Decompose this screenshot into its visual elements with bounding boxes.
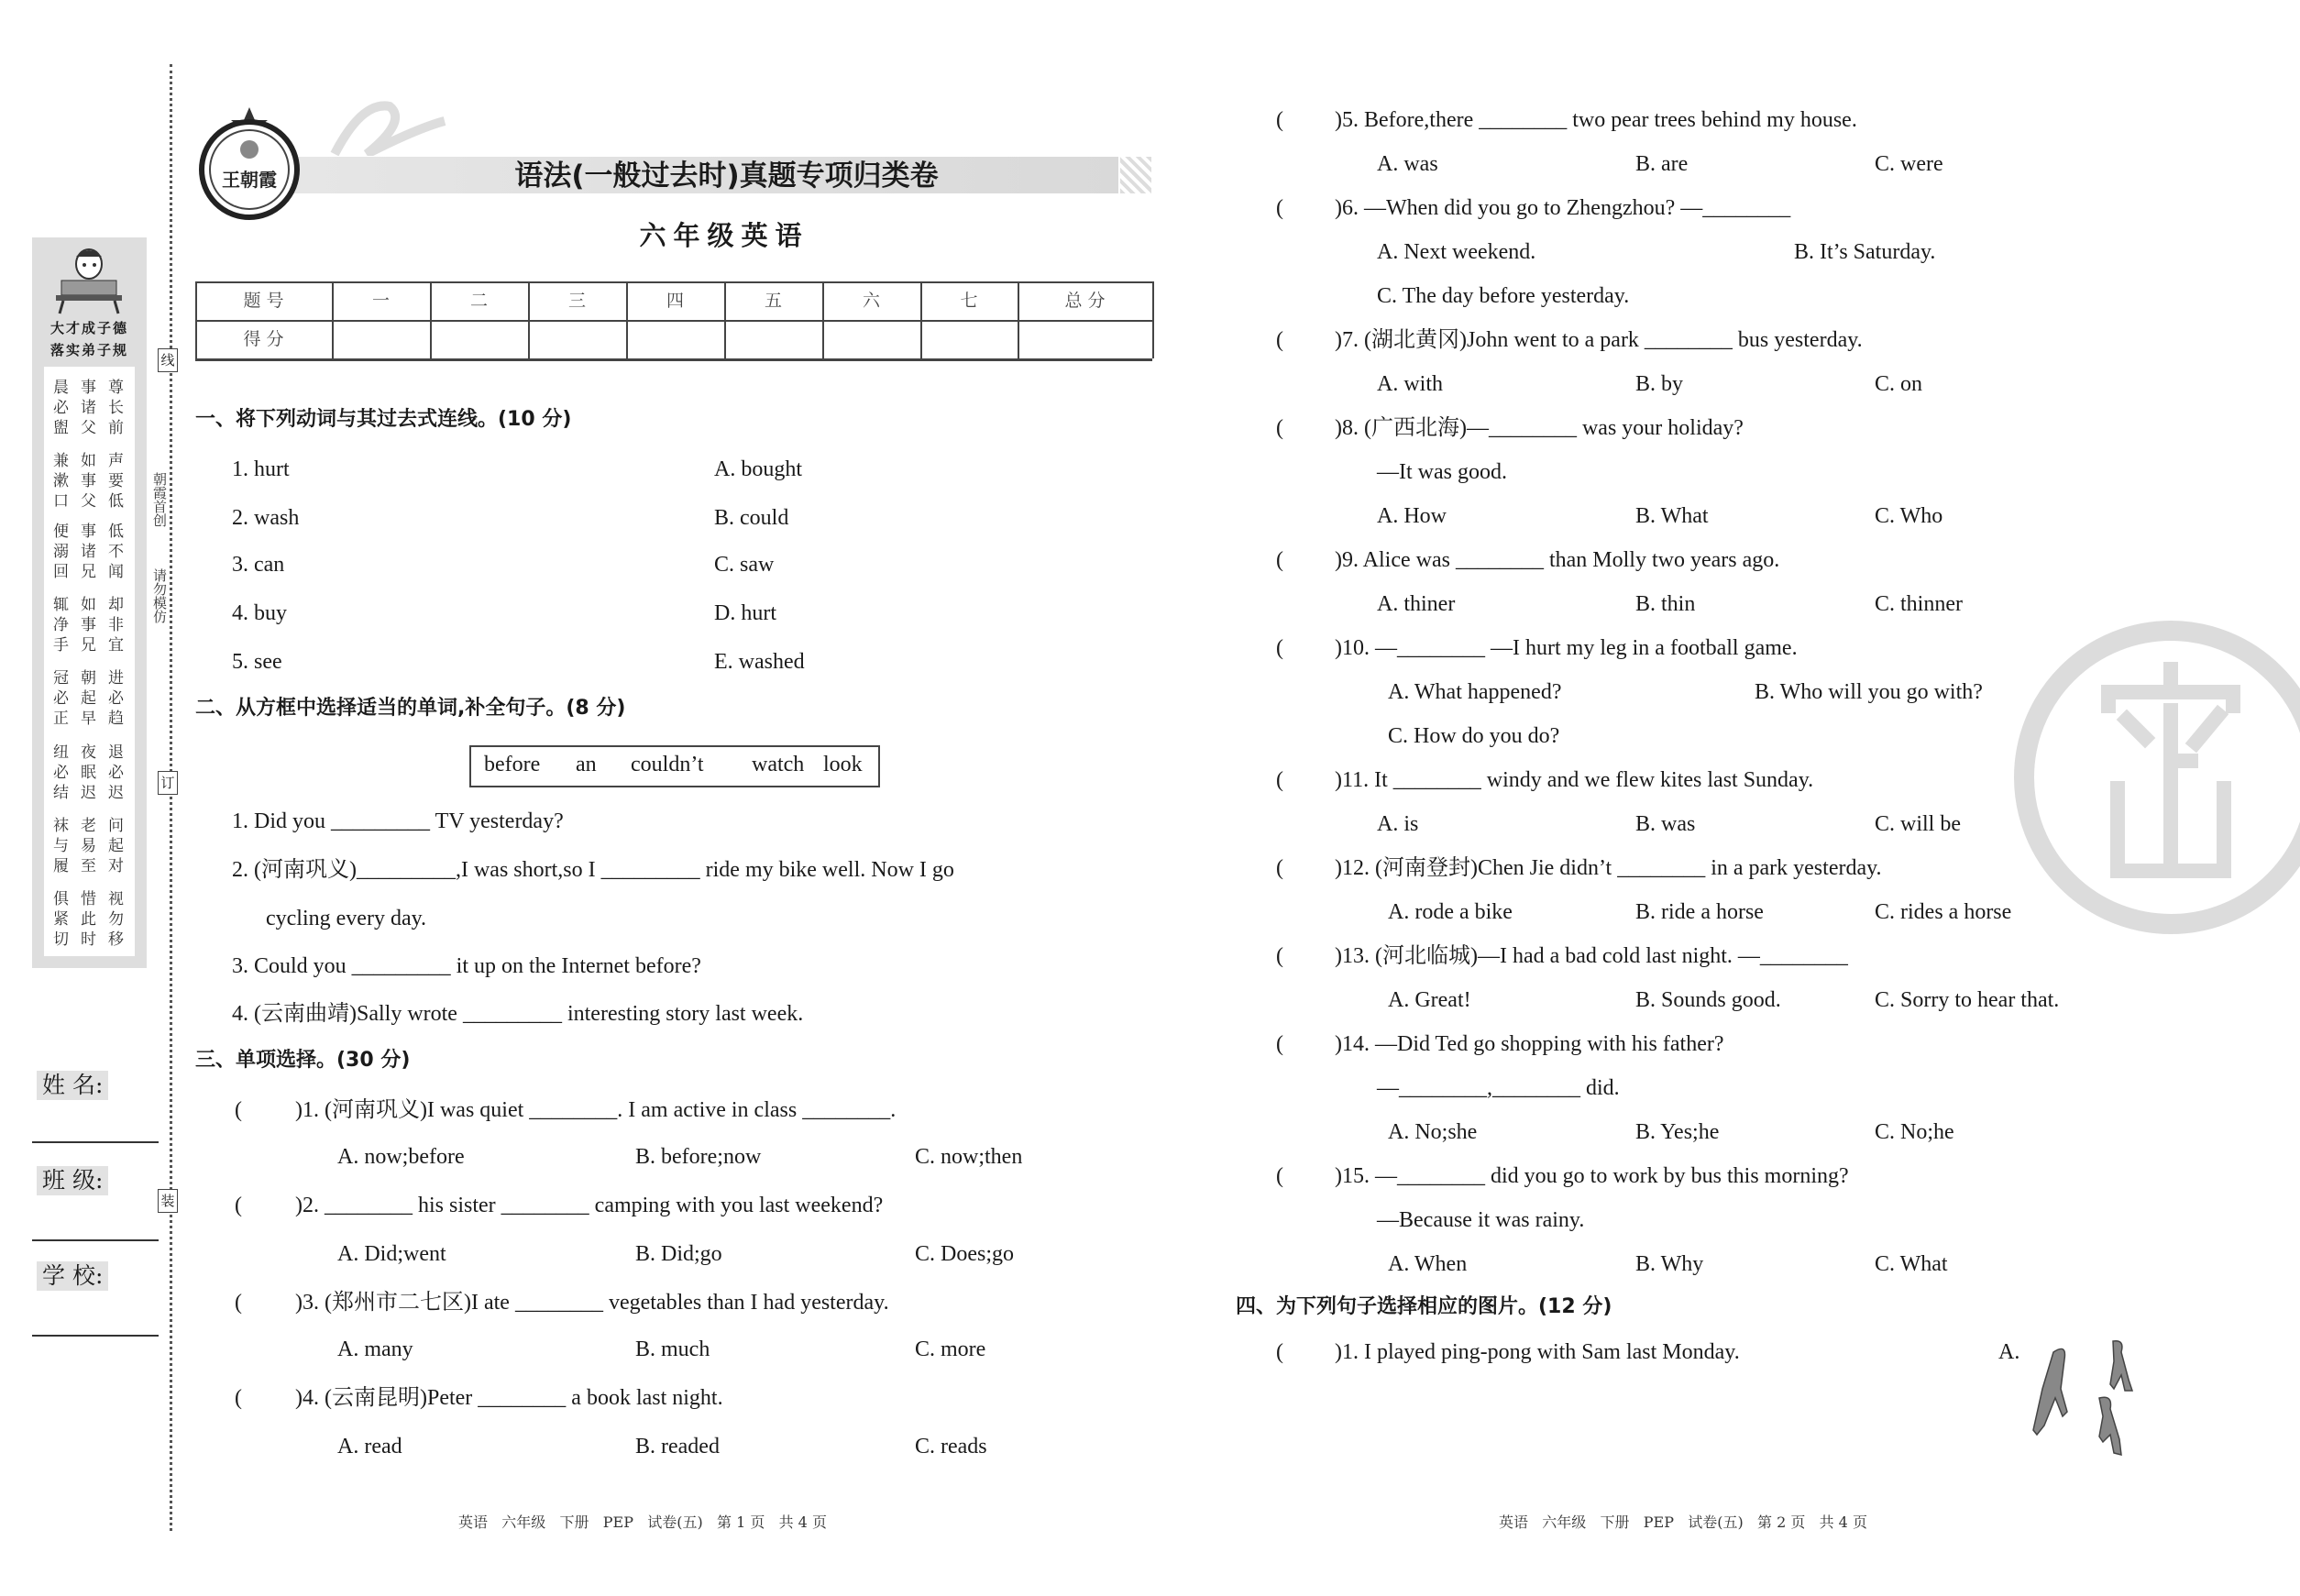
question-text: )2. ________ his sister ________ camping with you last weekend? xyxy=(295,1194,884,1217)
poem-row: 手兄宜 xyxy=(53,636,136,655)
answer-paren[interactable]: ( xyxy=(235,1291,242,1315)
poem-row: 紧此勿 xyxy=(53,910,136,929)
brand-logo xyxy=(193,105,307,220)
page-title: 语法(一般过去时)真题专项归类卷 xyxy=(514,160,939,193)
option-c[interactable]: C. reads xyxy=(915,1435,987,1458)
answer-paren[interactable]: ( xyxy=(1276,1164,1283,1188)
page-subtitle: 六年级英语 xyxy=(639,220,809,251)
question-text: )13. (河北临城)—I had a bad cold last night. —________ xyxy=(1335,944,1848,968)
option-b[interactable]: B. by xyxy=(1635,372,1684,396)
question-text: )4. (云南昆明)Peter ________ a book last night. xyxy=(295,1386,723,1410)
answer-paren[interactable]: ( xyxy=(1276,548,1283,572)
poem-row: 正早趋 xyxy=(53,710,136,728)
word-bank-word: watch xyxy=(752,753,805,776)
option-c[interactable]: C. How do you do? xyxy=(1388,724,1560,748)
poem-row: 晨事尊 xyxy=(53,379,136,397)
score-table-header-cell: 一 xyxy=(371,291,390,311)
option-c[interactable]: C. on xyxy=(1875,372,1923,396)
answer-paren[interactable]: ( xyxy=(1276,1032,1283,1056)
answer-paren[interactable]: ( xyxy=(1276,768,1283,792)
footer-page-2: 英语 六年级 下册 PEP 试卷(五) 第 2 页 共 4 页 xyxy=(1499,1513,1867,1531)
option-b[interactable]: B. much xyxy=(635,1337,710,1361)
poem-row: 与易起 xyxy=(53,837,136,855)
question-text: )12. (河南登封)Chen Jie didn’t ________ in a park yesterday. xyxy=(1335,856,1882,880)
answer-paren[interactable]: ( xyxy=(1276,636,1283,660)
score-cell[interactable] xyxy=(626,320,724,358)
option-a[interactable]: A. rode a bike xyxy=(1388,900,1513,924)
fill-blank-item: cycling every day. xyxy=(266,907,427,930)
option-b[interactable]: B. thin xyxy=(1635,592,1696,616)
option-c[interactable]: C. Does;go xyxy=(915,1242,1014,1266)
answer-paren[interactable]: ( xyxy=(1276,196,1283,220)
match-right-item[interactable]: A. bought xyxy=(714,457,802,481)
notice-no-copy: 请勿模仿 xyxy=(151,568,168,623)
answer-paren[interactable]: ( xyxy=(1276,108,1283,132)
option-b[interactable]: B. Did;go xyxy=(635,1242,722,1266)
option-a[interactable]: A. Next weekend. xyxy=(1377,240,1536,264)
binding-cut-line xyxy=(170,64,172,1531)
poem-row: 辄如却 xyxy=(53,596,136,614)
poem-row: 必起必 xyxy=(53,689,136,708)
section1-heading: 一、将下列动词与其过去式连线。(10 分) xyxy=(195,408,572,431)
name-label: 姓 名: xyxy=(37,1071,108,1100)
answer-paren[interactable]: ( xyxy=(1276,1340,1283,1364)
section3-heading: 三、单项选择。(30 分) xyxy=(195,1049,411,1072)
question-response-line: —It was good. xyxy=(1377,460,1507,484)
match-left-item[interactable]: 2. wash xyxy=(232,506,300,530)
poem-row: 袜老问 xyxy=(53,817,136,835)
option-a[interactable]: A. thiner xyxy=(1377,592,1456,616)
word-bank-word: couldn’t xyxy=(631,753,704,776)
footer-page-1: 英语 六年级 下册 PEP 试卷(五) 第 1 页 共 4 页 xyxy=(458,1513,827,1531)
score-table-header-cell: 六 xyxy=(862,291,880,311)
option-b[interactable]: B. Yes;he xyxy=(1635,1120,1720,1144)
option-c[interactable]: C. The day before yesterday. xyxy=(1377,284,1630,308)
motto-line-2: 落实弟子规 xyxy=(50,342,128,358)
score-cell[interactable] xyxy=(332,320,430,358)
poem-row: 结迟迟 xyxy=(53,784,136,802)
option-c[interactable]: C. rides a horse xyxy=(1875,900,2012,924)
question-text: )9. Alice was ________ than Molly two years ago. xyxy=(1335,548,1780,572)
score-cell[interactable] xyxy=(528,320,626,358)
question-text: )3. (郑州市二七区)I ate ________ vegetables than I had yesterday. xyxy=(295,1291,889,1315)
question-text: )6. —When did you go to Zhengzhou? —________ xyxy=(1335,196,1791,220)
question-text: )15. —________ did you go to work by bus this morning? xyxy=(1335,1164,1849,1188)
option-a[interactable]: A. Did;went xyxy=(337,1242,446,1266)
motto-line-1: 大才成子德 xyxy=(50,320,128,336)
option-b[interactable]: B. It’s Saturday. xyxy=(1794,240,1936,264)
option-b[interactable]: B. readed xyxy=(635,1435,720,1458)
option-a[interactable]: A. No;she xyxy=(1388,1120,1478,1144)
option-a[interactable]: A. What happened? xyxy=(1388,680,1562,704)
question-text: )5. Before,there ________ two pear trees behind my house. xyxy=(1335,108,1857,132)
match-left-item[interactable]: 1. hurt xyxy=(232,457,290,481)
option-a[interactable]: A. read xyxy=(337,1435,402,1458)
question-response-line: —________,________ did. xyxy=(1377,1076,1620,1100)
answer-paren[interactable]: ( xyxy=(1276,856,1283,880)
option-a[interactable]: A. is xyxy=(1377,812,1419,836)
option-c[interactable]: C. will be xyxy=(1875,812,1961,836)
option-c[interactable]: C. more xyxy=(915,1337,986,1361)
poem-row: 必眠必 xyxy=(53,764,136,782)
fill-blank-item: 4. (云南曲靖)Sally wrote _________ interesting story last week. xyxy=(232,1002,804,1026)
option-c[interactable]: C. thinner xyxy=(1875,592,1963,616)
question-text: )11. It ________ windy and we flew kites last Sunday. xyxy=(1335,768,1814,792)
match-right-item[interactable]: C. saw xyxy=(714,553,775,577)
answer-paren[interactable]: ( xyxy=(235,1386,242,1410)
score-table-row-label: 得 分 xyxy=(243,329,284,349)
score-cell[interactable] xyxy=(430,320,528,358)
fill-blank-item: 2. (河南巩义)_________,I was short,so I _________ ride my bike well. Now I go xyxy=(232,858,954,882)
poem-row: 切时移 xyxy=(53,930,136,949)
poem-row: 履至对 xyxy=(53,857,136,875)
school-field[interactable] xyxy=(32,1335,159,1337)
class-field[interactable] xyxy=(32,1239,159,1241)
score-table-header-cell: 三 xyxy=(567,291,586,311)
word-bank-word: look xyxy=(823,753,863,776)
option-c[interactable]: C. now;then xyxy=(915,1145,1023,1169)
student-reading-illustration xyxy=(50,240,128,315)
question-text: )1. (河南巩义)I was quiet ________. I am active in class ________. xyxy=(295,1098,897,1122)
match-right-item[interactable]: D. hurt xyxy=(714,601,776,625)
score-table-header-cell: 总 分 xyxy=(1064,291,1106,311)
banner-pattern xyxy=(1120,157,1151,193)
binding-mark-line: 线 xyxy=(158,348,178,372)
option-b[interactable]: B. Why xyxy=(1635,1252,1704,1276)
poem-row: 口父低 xyxy=(53,492,136,511)
poem-row: 溺诸不 xyxy=(53,543,136,561)
answer-paren[interactable]: ( xyxy=(1276,944,1283,968)
question-text: )7. (湖北黄冈)John went to a park ________ bus yesterday. xyxy=(1335,328,1863,352)
notice-original: 朝霞首创 xyxy=(151,472,168,527)
option-a[interactable]: A. How xyxy=(1377,504,1447,528)
binding-mark-staple: 订 xyxy=(158,771,178,795)
fill-blank-item: 1. Did you _________ TV yesterday? xyxy=(232,809,564,833)
school-label: 学 校: xyxy=(37,1261,108,1291)
question-text: )8. (广西北海)—________ was your holiday? xyxy=(1335,416,1744,440)
option-b[interactable]: B. Who will you go with? xyxy=(1755,680,1983,704)
score-cell[interactable] xyxy=(920,320,1018,358)
section2-heading: 二、从方框中选择适当的单词,补全句子。(8 分) xyxy=(195,697,626,720)
binding-mark-bind: 装 xyxy=(158,1189,178,1213)
logo-text: 王朝霞 xyxy=(222,169,277,191)
word-bank-word: before xyxy=(484,753,541,776)
poem-row: 便事低 xyxy=(53,523,136,541)
score-cell[interactable] xyxy=(822,320,920,358)
option-b[interactable]: B. before;now xyxy=(635,1145,762,1169)
question-response-line: —Because it was rainy. xyxy=(1377,1208,1585,1232)
poem-row: 必诸长 xyxy=(53,399,136,417)
option-c[interactable]: C. Who xyxy=(1875,504,1943,528)
answer-paren[interactable]: ( xyxy=(1276,328,1283,352)
score-table-rule xyxy=(195,358,1152,361)
poem-row: 净事非 xyxy=(53,616,136,634)
option-a[interactable]: A. with xyxy=(1377,372,1443,396)
section4-heading: 四、为下列句子选择相应的图片。(12 分) xyxy=(1236,1295,1612,1318)
poem-row: 兼如声 xyxy=(53,452,136,470)
dinosaurs-picture xyxy=(2026,1334,2150,1462)
option-c[interactable]: C. Sorry to hear that. xyxy=(1875,988,2060,1012)
poem-row: 漱事要 xyxy=(53,472,136,490)
score-cell[interactable] xyxy=(1018,320,1152,358)
option-b[interactable]: B. What xyxy=(1635,504,1709,528)
class-label: 班 级: xyxy=(37,1166,108,1195)
confidential-watermark xyxy=(2008,614,2300,944)
poem-row: 纽夜退 xyxy=(53,743,136,762)
score-table-header-cell: 二 xyxy=(469,291,488,311)
word-bank-word: an xyxy=(576,753,597,776)
match-left-item[interactable]: 4. buy xyxy=(232,601,287,625)
score-table-header-cell: 四 xyxy=(666,291,684,311)
question-text: )10. —________ —I hurt my leg in a football game. xyxy=(1335,636,1798,660)
match-left-item[interactable]: 3. can xyxy=(232,553,285,577)
poem-row: 冠朝进 xyxy=(53,669,136,688)
score-table-header-cell: 五 xyxy=(764,291,782,311)
option-a[interactable]: A. Great! xyxy=(1388,988,1471,1012)
match-right-item[interactable]: B. could xyxy=(714,506,789,530)
answer-paren[interactable]: ( xyxy=(235,1194,242,1217)
option-a[interactable]: A. When xyxy=(1388,1252,1468,1276)
option-b[interactable]: B. was xyxy=(1635,812,1696,836)
option-b[interactable]: B. Sounds good. xyxy=(1635,988,1781,1012)
score-table-divider xyxy=(1152,281,1154,358)
fill-blank-item: 3. Could you _________ it up on the Internet before? xyxy=(232,954,701,978)
poem-row: 俱惜视 xyxy=(53,890,136,908)
option-a[interactable]: A. many xyxy=(337,1337,413,1361)
section4-item-1: )1. I played ping-pong with Sam last Monday. xyxy=(1335,1340,1740,1364)
option-c[interactable]: C. What xyxy=(1875,1252,1948,1276)
option-b[interactable]: B. ride a horse xyxy=(1635,900,1764,924)
poem-row: 回兄闻 xyxy=(53,563,136,581)
answer-paren[interactable]: ( xyxy=(1276,416,1283,440)
option-b[interactable]: B. are xyxy=(1635,152,1689,176)
option-c[interactable]: C. No;he xyxy=(1875,1120,1954,1144)
match-right-item[interactable]: E. washed xyxy=(714,650,805,674)
name-field[interactable] xyxy=(32,1141,159,1143)
option-a[interactable]: A. now;before xyxy=(337,1145,465,1169)
answer-paren[interactable]: ( xyxy=(235,1098,242,1122)
score-table-header-cell: 题 号 xyxy=(243,291,284,311)
poem-row: 盥父前 xyxy=(53,419,136,437)
score-cell[interactable] xyxy=(724,320,822,358)
option-a[interactable]: A. was xyxy=(1377,152,1438,176)
picture-label-a: A. xyxy=(1998,1340,2020,1364)
option-c[interactable]: C. were xyxy=(1875,152,1943,176)
score-table-header-cell: 七 xyxy=(960,291,978,311)
question-text: )14. —Did Ted go shopping with his father? xyxy=(1335,1032,1724,1056)
match-left-item[interactable]: 5. see xyxy=(232,650,282,674)
